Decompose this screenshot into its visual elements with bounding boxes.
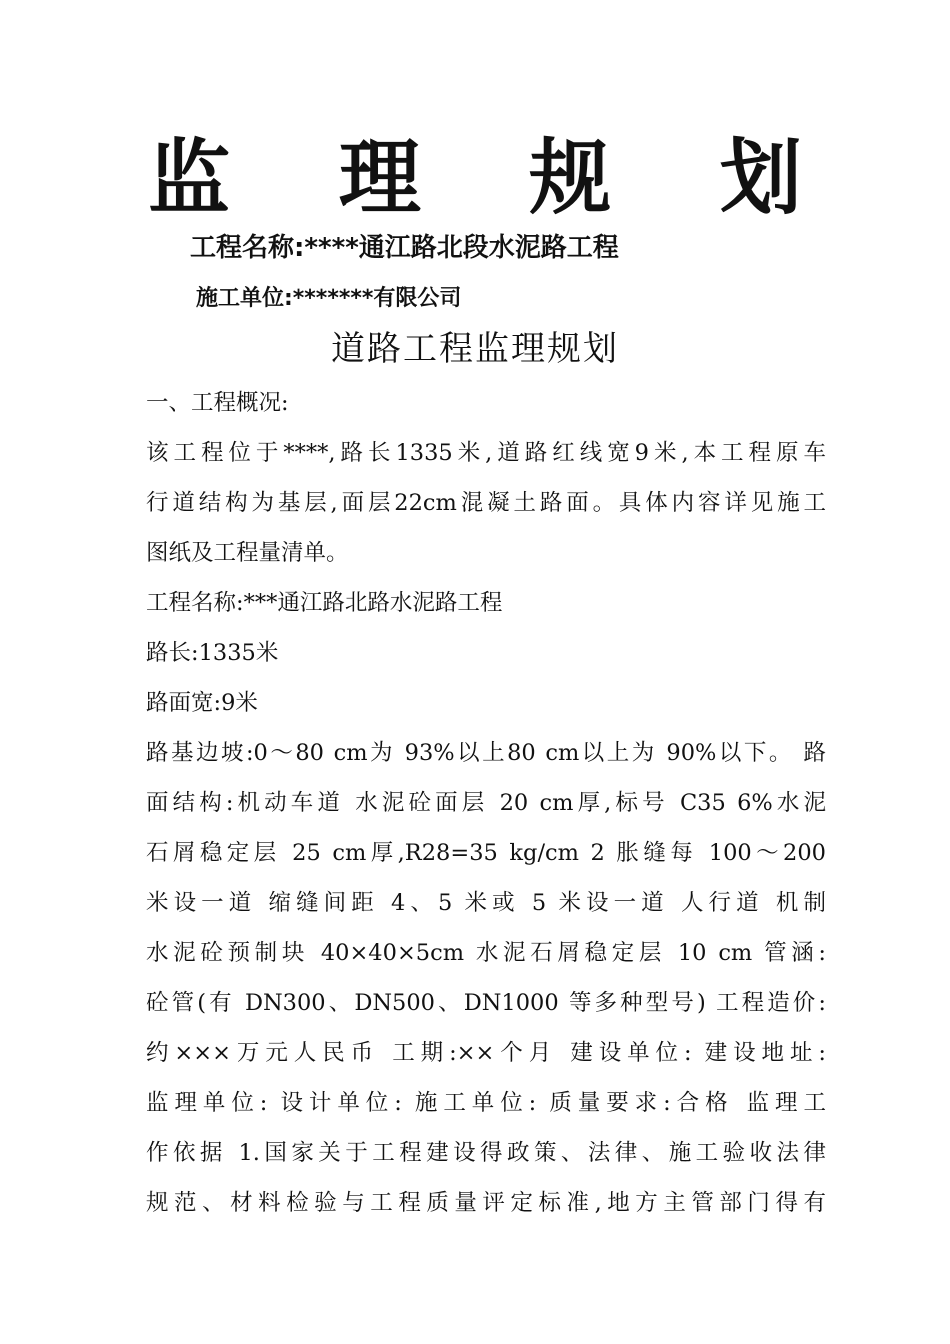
contractor-header: 施工单位:*******有限公司 xyxy=(196,286,462,311)
detail-line: 石屑稳定层 25 cm厚,R28=35 kg/cm 2 胀缝每 100～200 xyxy=(146,840,826,866)
overview-line: 图纸及工程量清单。 xyxy=(146,540,349,566)
detail-line: 路基边坡:0～80 cm为 93%以上80 cm以上为 90%以下。 路 xyxy=(146,740,826,766)
detail-line: 米设一道 缩缝间距 4、5 米或 5 米设一道 人行道 机制 xyxy=(146,890,826,916)
section-heading: 一、工程概况: xyxy=(146,390,289,416)
detail-line: 约×××万元人民币 工期:××个月 建设单位: 建设地址: xyxy=(146,1040,826,1066)
road-length-line: 路长:1335米 xyxy=(146,640,279,666)
road-width-line: 路面宽:9米 xyxy=(146,690,258,716)
project-name-line: 工程名称:***通江路北路水泥路工程 xyxy=(146,590,503,616)
detail-line: 监理单位: 设计单位: 施工单位: 质量要求:合格 监理工 xyxy=(146,1090,826,1116)
body-text xyxy=(146,378,826,1228)
detail-line: 规范、材料检验与工程质量评定标准,地方主管部门得有 xyxy=(146,1190,826,1216)
detail-line: 面结构:机动车道 水泥砼面层 20 cm厚,标号 C35 6%水泥 xyxy=(146,790,826,816)
detail-line: 砼管(有 DN300、DN500、DN1000 等多种型号) 工程造价: xyxy=(146,990,826,1016)
detail-line: 水泥砼预制块 40×40×5cm 水泥石屑稳定层 10 cm 管涵: xyxy=(146,940,826,966)
main-title: 监 理 规 划 xyxy=(148,130,842,226)
project-name-header: 工程名称:****通江路北段水泥路工程 xyxy=(190,233,619,263)
detail-line: 作依据 1.国家关于工程建设得政策、法律、施工验收法律 xyxy=(146,1140,826,1166)
overview-line: 该工程位于****,路长1335米,道路红线宽9米,本工程原车 xyxy=(146,440,826,466)
document-title: 道路工程监理规划 xyxy=(331,329,619,369)
overview-line: 行道结构为基层,面层22cm混凝土路面。具体内容详见施工 xyxy=(146,490,826,516)
